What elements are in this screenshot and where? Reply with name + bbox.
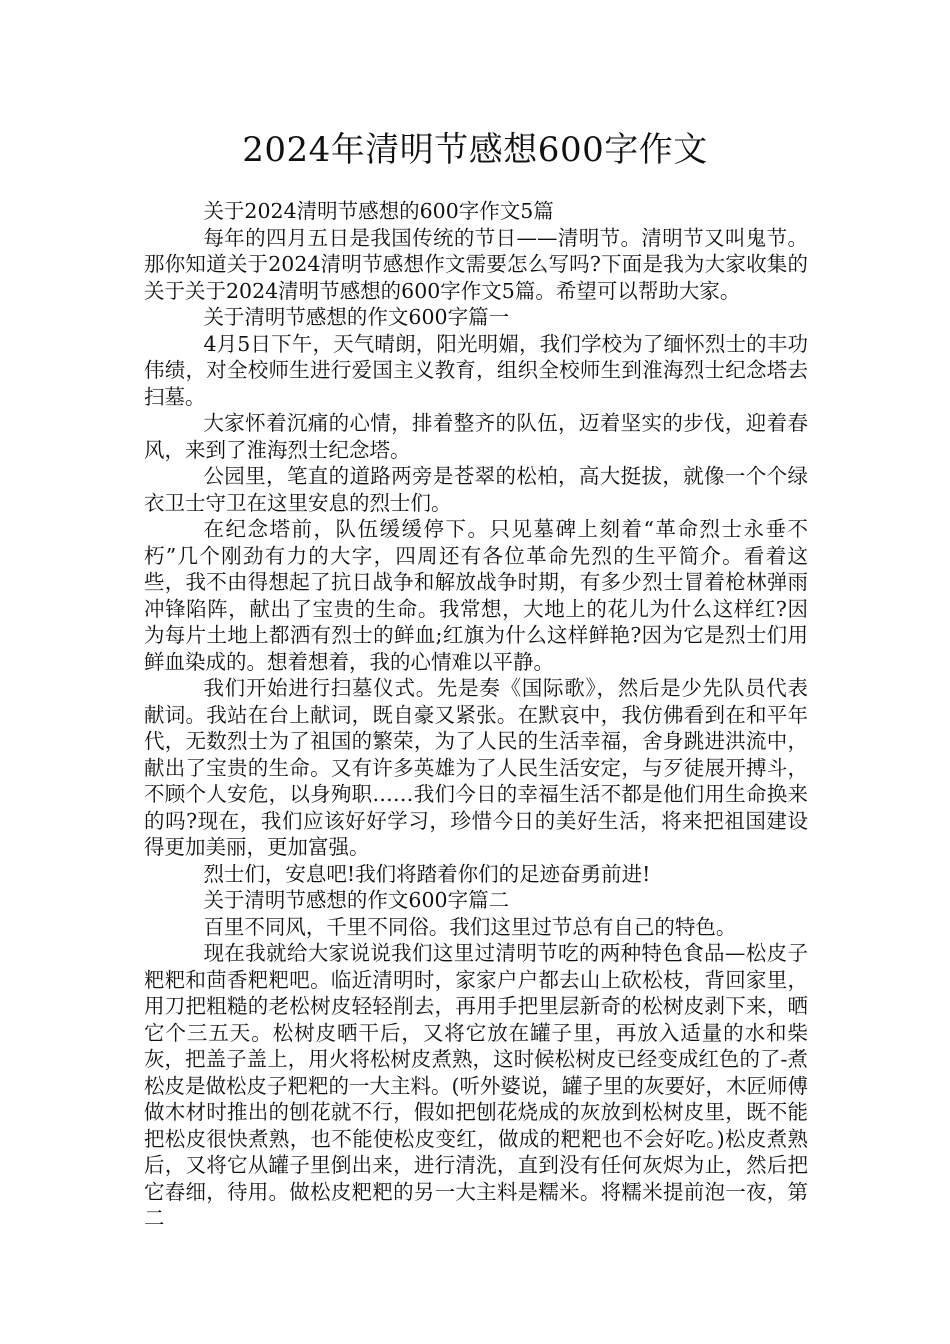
paragraph: 我们开始进行扫墓仪式。先是奏《国际歌》，然后是少先队员代表献词。我站在台上献词，既自豪又紧张。在默哀中，我仿佛看到在和平年代，无数烈士为了祖国的繁荣，为了人民的生活幸福，舍身跳进洪流中，献出了宝贵的生命。又有许多英雄为了人民生活安定，与歹徒展开搏斗，不顾个人安危，以身殉职……我们今日的幸福生活不都是他们用生命换来的吗?现在，我们应该好好学习，珍惜今日的美好生活，将来把祖国建设得更加美丽，更加富强。 [144, 676, 808, 859]
paragraph: 关于清明节感想的作文600字篇二 [203, 888, 510, 912]
paragraph: 公园里，笔直的道路两旁是苍翠的松柏，高大挺拔，就像一个个绿衣卫士守卫在这里安息的烈士们。 [144, 464, 808, 515]
paragraph: 4月5日下午，天气晴朗，阳光明媚，我们学校为了缅怀烈士的丰功伟绩，对全校师生进行爱国主义教育，组织全校师生到淮海烈士纪念塔去扫墓。 [144, 331, 808, 409]
document-body [144, 198, 808, 1232]
paragraph: 现在我就给大家说说我们这里过清明节吃的两种特色食品—松皮子粑粑和茴香粑粑吧。临近清明时，家家户户都去山上砍松枝，背回家里，用刀把粗糙的老松树皮轻轻削去，再用手把里层新奇的松树皮剥下来，晒它个三五天。松树皮晒干后，又将它放在罐子里，再放入适量的水和柴灰，把盖子盖上，用火将松树皮煮熟，这时候松树皮已经变成红色的了-煮松皮是做松皮子粑粑的一大主料。(听外婆说，罐子里的灰要好，木匠师傅做木材时推出的刨花就不行，假如把刨花烧成的灰放到松树皮里，既不能把松皮很快煮熟，也不能使松皮变红，做成的粑粑也不会好吃。)松皮煮熟后，又将它从罐子里倒出来，进行清洗，直到没有任何灰烬为止，然后把它舂细，待用。做松皮粑粑的另一大主料是糯米。将糯米提前泡一夜，第二 [144, 941, 808, 1230]
paragraph: 大家怀着沉痛的心情，排着整齐的队伍，迈着坚实的步伐，迎着春风，来到了淮海烈士纪念塔。 [144, 411, 808, 462]
document-title: 2024年清明节感想600字作文 [242, 130, 708, 170]
paragraph: 百里不同风，千里不同俗。我们这里过节总有自己的特色。 [203, 914, 737, 939]
paragraph: 烈士们，安息吧!我们将踏着你们的足迹奋勇前进! [203, 861, 651, 886]
paragraph: 关于清明节感想的作文600字篇一 [203, 305, 510, 329]
paragraph: 在纪念塔前，队伍缓缓停下。只见墓碑上刻着“革命烈士永垂不朽”几个刚劲有力的大字，四周还有各位革命先烈的生平简介。看着这些，我不由得想起了抗日战争和解放战争时期，有多少烈士冒着枪林弹雨冲锋陷阵，献出了宝贵的生命。我常想，大地上的花儿为什么这样红?因为每片土地上都洒有烈士的鲜血;红旗为什么这样鲜艳?因为它是烈士们用鲜血染成的。想着想着，我的心情难以平静。 [144, 517, 808, 674]
paragraph: 每年的四月五日是我国传统的节日——清明节。清明节又叫鬼节。那你知道关于2024清明节感想作文需要怎么写吗?下面是我为大家收集的关于关于2024清明节感想的600字作文5篇。希望可以帮助大家。 [144, 225, 808, 303]
paragraph: 关于2024清明节感想的600字作文5篇 [203, 199, 554, 223]
